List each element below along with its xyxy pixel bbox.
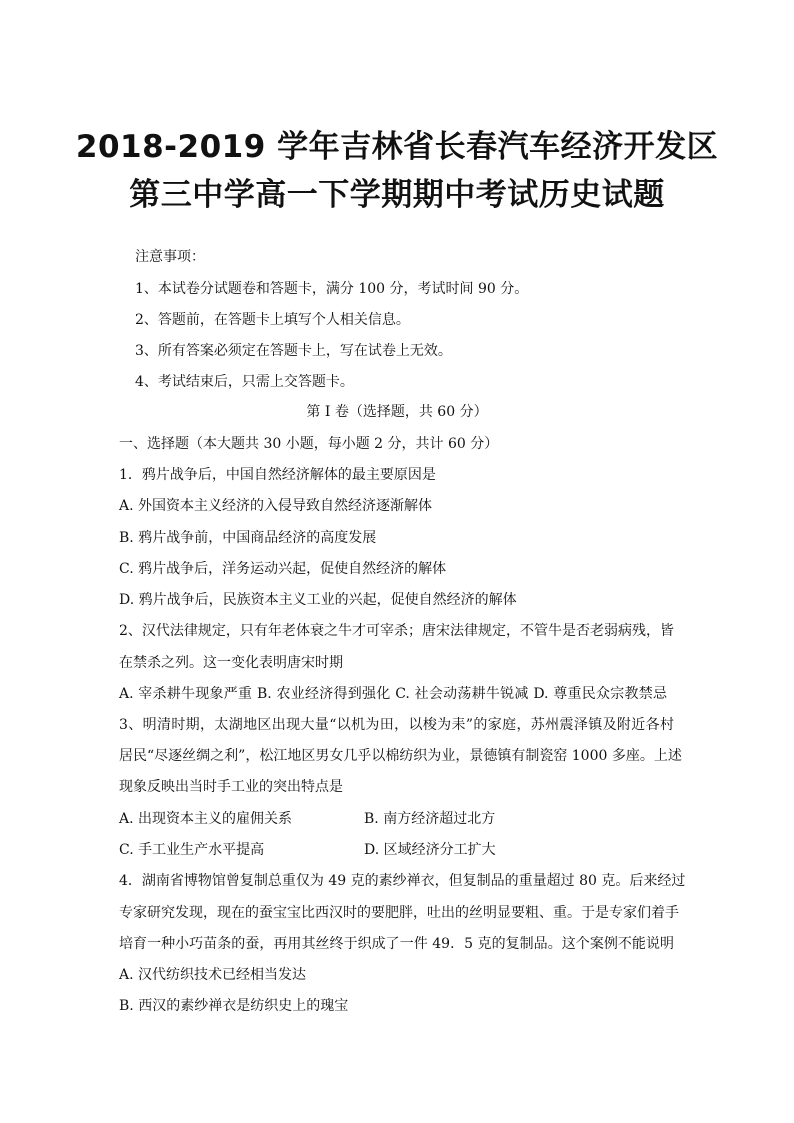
question-4-option-b: B. 西汉的素纱禅衣是纺织史上的瑰宝 (119, 998, 349, 1014)
notice-item-4: 4、考试结束后，只需上交答题卡。 (135, 374, 354, 390)
question-4-stem-line-3: 培育一种小巧苗条的蚕，再用其丝终于织成了一件 49．5 克的复制品。这个案例不能说明 (119, 936, 674, 952)
notice-item-3: 3、所有答案必须定在答题卡上，写在试卷上无效。 (135, 343, 452, 359)
question-4-stem-line-1: 4．湖南省博物馆曾复制总重仅为 49 克的素纱禅衣，但复制品的重量超过 80 克。后来经过 (119, 873, 686, 889)
question-3-option-a: A. 出现资本主义的雇佣关系 (119, 811, 293, 827)
question-1-option-b: B. 鸦片战争前，中国商品经济的高度发展 (119, 530, 377, 546)
question-3-stem-line-3: 现象反映出当时手工业的突出特点是 (119, 779, 343, 795)
notice-item-2: 2、答题前，在答题卡上填写个人相关信息。 (135, 312, 410, 328)
exam-title-line-1: 2018-2019 学年吉林省长春汽车经济开发区 (75, 129, 719, 165)
question-2-stem-line-2: 在禁杀之列。这一变化表明唐宋时期 (119, 655, 343, 671)
question-1-option-c: C. 鸦片战争后，洋务运动兴起，促使自然经济的解体 (119, 561, 447, 577)
question-3-option-c: C. 手工业生产水平提高 (119, 842, 265, 858)
question-2-options: A. 宰杀耕牛现象严重 B. 农业经济得到强化 C. 社会动荡耕牛锐减 D. 尊重民众宗教禁忌 (119, 686, 667, 702)
question-3-stem-line-1: 3、明清时期，太湖地区出现大量“以机为田，以梭为耒”的家庭，苏州震泽镇及附近各村 (119, 717, 674, 733)
question-3-stem-line-2: 居民“尽逐丝绸之利”，松江地区男女几乎以棉纺织为业，景德镇有制瓷窑 1000 多座。上述 (119, 748, 682, 764)
notice-heading: 注意事项： (135, 249, 205, 265)
question-3-option-b: B. 南方经济超过北方 (364, 811, 496, 827)
question-3-option-d: D. 区域经济分工扩大 (364, 842, 496, 858)
question-1-option-d: D. 鸦片战争后，民族资本主义工业的兴起，促使自然经济的解体 (119, 592, 517, 608)
exam-title-line-2: 第三中学高一下学期期中考试历史试题 (129, 177, 665, 213)
question-4-option-a: A. 汉代纺织技术已经相当发达 (119, 967, 307, 983)
part-title: 第 I 卷（选择题，共 60 分） (306, 404, 488, 420)
notice-item-1: 1、本试卷分试题卷和答题卡，满分 100 分，考试时间 90 分。 (135, 281, 529, 297)
question-1-option-a: A. 外国资本主义经济的入侵导致自然经济逐渐解体 (119, 498, 433, 514)
question-4-stem-line-2: 专家研究发现，现在的蚕宝宝比西汉时的要肥胖，吐出的丝明显要粗、重。于是专家们着手 (119, 905, 679, 921)
section-instruction: 一、选择题（本大题共 30 小题，每小题 2 分，共计 60 分） (119, 436, 499, 452)
question-1-stem: 1．鸦片战争后，中国自然经济解体的最主要原因是 (119, 467, 436, 483)
question-2-stem-line-1: 2、汉代法律规定，只有年老体衰之牛才可宰杀；唐宋法律规定，不管牛是否老弱病残，皆 (119, 623, 674, 639)
